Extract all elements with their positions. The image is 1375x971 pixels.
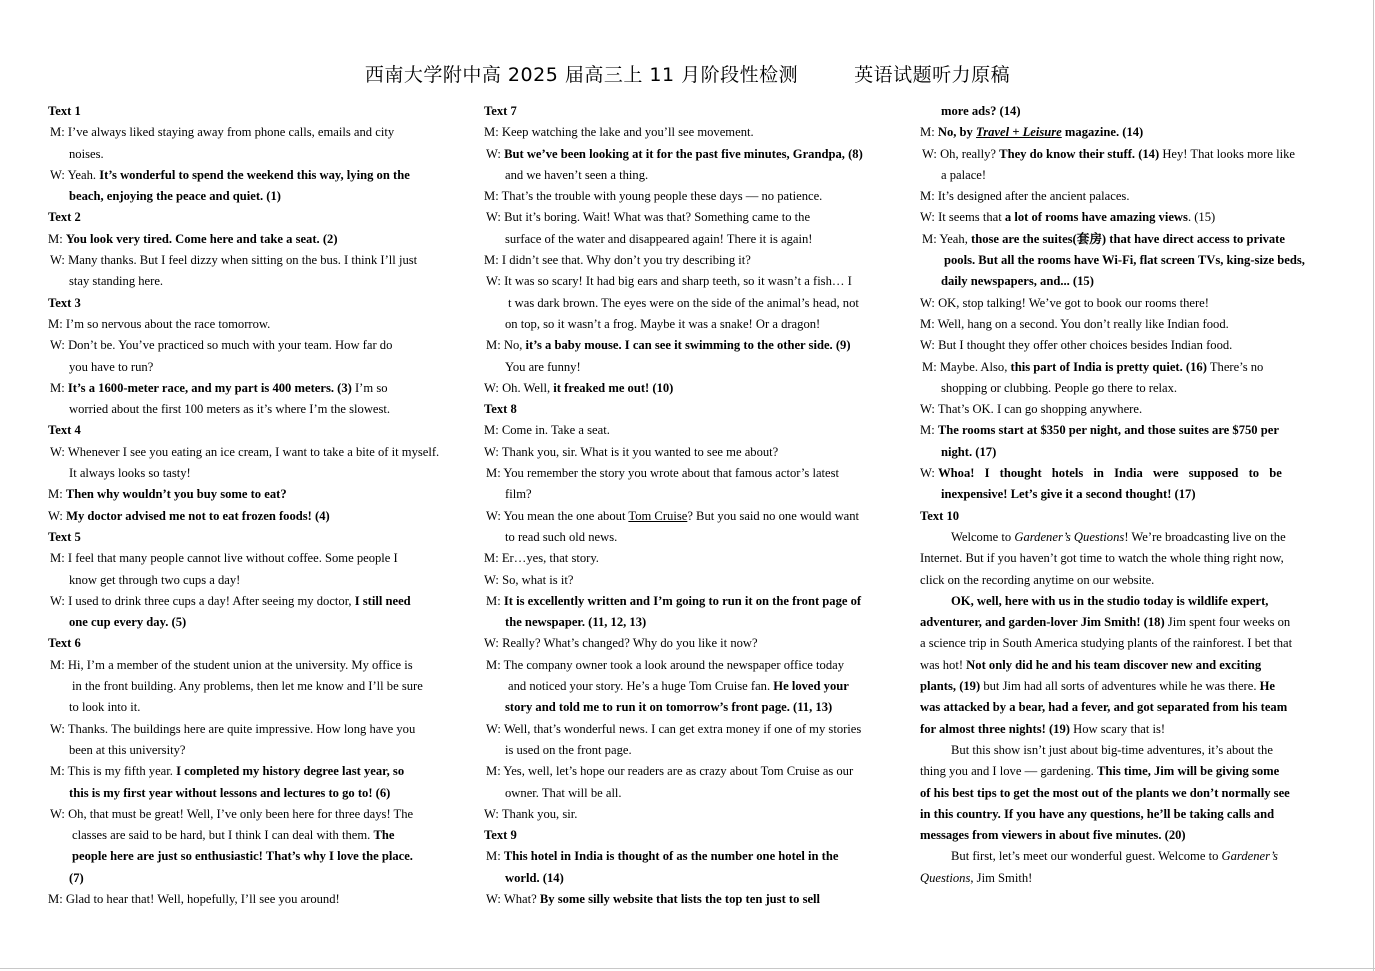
passage-line: Questions, Jim Smith!: [920, 870, 1033, 885]
dialogue-line: W: Thank you, sir.: [484, 806, 578, 821]
title-main: 西南大学附中高 2025 届高三上 11 月阶段性检测: [364, 64, 799, 86]
column-left: [48, 101, 458, 910]
dialogue-line: daily newspapers, and... (15): [941, 274, 1094, 289]
dialogue-line: story and told me to run it on tomorrow’s front page. (11, 13): [505, 700, 833, 715]
dialogue-line: M: That’s the trouble with young people these days — no patience.: [484, 189, 823, 204]
dialogue-line: (7): [69, 870, 84, 885]
dialogue-line: world. (14): [505, 870, 564, 885]
dialogue-line: surface of the water and disappeared again! There it is again!: [505, 231, 813, 246]
dialogue-line: a palace!: [941, 167, 987, 182]
section-heading: Text 2: [48, 210, 81, 225]
dialogue-line: know get through two cups a day!: [69, 572, 241, 587]
dialogue-line: W: Really? What’s changed? Why do you like it now?: [484, 636, 758, 651]
section-heading: Text 10: [920, 508, 960, 523]
page-title: [0, 60, 1375, 87]
dialogue-line: W: Well, that’s wonderful news. I can get extra money if one of my stories: [486, 721, 862, 736]
dialogue-line: M: Then why wouldn’t you buy some to eat?: [48, 487, 287, 502]
dialogue-line: W: Oh, really? They do know their stuff. (14) Hey! That looks more like: [922, 146, 1295, 161]
dialogue-line: M: The rooms start at $350 per night, and those suites are $750 per: [920, 423, 1279, 438]
dialogue-line: film?: [505, 487, 532, 502]
dialogue-line: M: I’m so nervous about the race tomorrow.: [48, 316, 271, 331]
dialogue-line: people here are just so enthusiastic! That’s why I love the place.: [72, 849, 413, 864]
dialogue-line: M: The company owner took a look around the newspaper office today: [486, 657, 845, 672]
dialogue-line: W: What? By some silly website that lists the top ten just to sell: [486, 891, 821, 906]
dialogue-line: on top, so it wasn’t a frog. Maybe it was a snake! Or a dragon!: [505, 316, 821, 331]
dialogue-line: W: My doctor advised me not to eat frozen foods! (4): [48, 508, 330, 523]
page-right-border: [1373, 0, 1374, 971]
dialogue-line: one cup every day. (5): [69, 615, 187, 630]
dialogue-line: classes are said to be hard, but I think I can deal with them. The: [72, 828, 395, 843]
passage-line: Welcome to Gardener’s Questions! We’re broadcasting live on the: [951, 529, 1286, 544]
dialogue-line: M: It’s a 1600-meter race, and my part is 400 meters. (3) I’m so: [50, 380, 388, 395]
section-heading: Text 9: [484, 828, 517, 843]
dialogue-line: W: OK, stop talking! We’ve got to book our rooms there!: [920, 295, 1209, 310]
dialogue-line: stay standing here.: [69, 274, 164, 289]
dialogue-line: in the front building. Any problems, then let me know and I’ll be sure: [72, 679, 423, 694]
dialogue-line: M: No, it’s a baby mouse. I can see it swimming to the other side. (9): [486, 338, 851, 353]
dialogue-line: W: That’s OK. I can go shopping anywhere.: [920, 402, 1143, 417]
section-heading: Text 3: [48, 295, 81, 310]
dialogue-line: M: You look very tired. Come here and take a seat. (2): [48, 231, 338, 246]
dialogue-line: shopping or clubbing. People go there to relax.: [941, 380, 1178, 395]
title-sub: 英语试题听力原稿: [854, 64, 1011, 86]
passage-line: But first, let’s meet our wonderful guest. Welcome to Gardener’s: [951, 849, 1278, 864]
section-heading: Text 4: [48, 423, 81, 438]
dialogue-line: t was dark brown. The eyes were on the side of the animal’s head, not: [508, 295, 859, 310]
passage-line: was attacked by a bear, had a fever, and got separated from his team: [920, 700, 1288, 715]
dialogue-line: M: It’s designed after the ancient palaces.: [920, 189, 1130, 204]
dialogue-line: M: I didn’t see that. Why don’t you try describing it?: [484, 253, 751, 268]
dialogue-line: W: So, what is it?: [484, 572, 574, 587]
dialogue-line: M: Well, hang on a second. You don’t really like Indian food.: [920, 316, 1229, 331]
dialogue-line: W: Yeah. It’s wonderful to spend the weekend this way, lying on the: [50, 167, 410, 182]
page-bottom-border: [0, 968, 1375, 969]
section-heading: Text 6: [48, 636, 81, 651]
dialogue-line: M: This hotel in India is thought of as the number one hotel in the: [486, 849, 839, 864]
dialogue-line: this is my first year without lessons and lectures to go to! (6): [69, 785, 391, 800]
dialogue-line: W: Thanks. The buildings here are quite impressive. How long have you: [50, 721, 416, 736]
passage-line: OK, well, here with us in the studio today is wildlife expert,: [951, 593, 1269, 608]
dialogue-line: M: Yes, well, let’s hope our readers are as crazy about Tom Cruise as our: [486, 764, 854, 779]
dialogue-line: is used on the front page.: [505, 742, 632, 757]
dialogue-line: M: It is excellently written and I’m going to run it on the front page of: [486, 593, 862, 608]
passage-line: was hot! Not only did he and his team discover new and exciting: [920, 657, 1262, 672]
dialogue-line: M: Keep watching the lake and you’ll see movement.: [484, 125, 754, 140]
dialogue-line: W: Oh. Well, it freaked me out! (10): [484, 380, 674, 395]
section-heading: Text 8: [484, 402, 517, 417]
dialogue-line: W: It was so scary! It had big ears and sharp teeth, so it wasn’t a fish… I: [486, 274, 852, 289]
dialogue-line: beach, enjoying the peace and quiet. (1): [69, 189, 281, 204]
dialogue-line: M: Maybe. Also, this part of India is pretty quiet. (16) There’s no: [922, 359, 1264, 374]
dialogue-line: night. (17): [941, 444, 997, 459]
section-heading: Text 1: [48, 104, 81, 118]
dialogue-line: W: Oh, that must be great! Well, I’ve only been here for three days! The: [50, 806, 414, 821]
passage-line: messages from viewers in about five minutes. (20): [920, 828, 1186, 843]
dialogue-line: W: It seems that a lot of rooms have amazing views. (15): [920, 210, 1216, 225]
passage-line: Internet. But if you haven’t got time to watch the whole thing right now,: [920, 551, 1284, 566]
dialogue-line: M: I’ve always liked staying away from phone calls, emails and city: [50, 125, 395, 140]
dialogue-line: you have to run?: [69, 359, 154, 374]
passage-line: thing you and I love — gardening. This time, Jim will be giving some: [920, 764, 1280, 779]
dialogue-line: the newspaper. (11, 12, 13): [505, 615, 647, 630]
section-heading: Text 5: [48, 529, 81, 544]
dialogue-line: W: Don’t be. You’ve practiced so much with your team. How far do: [50, 338, 393, 353]
dialogue-line: inexpensive! Let’s give it a second thought! (17): [941, 487, 1196, 502]
dialogue-line: worried about the first 100 meters as it’s where I’m the slowest.: [69, 402, 391, 417]
dialogue-line: W: But I thought they offer other choices besides Indian food.: [920, 338, 1233, 353]
dialogue-line: W: But it’s boring. Wait! What was that? Something came to the: [486, 210, 811, 225]
dialogue-line: M: I feel that many people cannot live without coffee. Some people I: [50, 551, 398, 566]
dialogue-line: You are funny!: [505, 359, 581, 374]
passage-line: a science trip in South America studying plants of the rainforest. I bet that: [920, 636, 1293, 651]
dialogue-line: W: I used to drink three cups a day! After seeing my doctor, I still need: [50, 593, 411, 608]
dialogue-line: It always looks so tasty!: [69, 466, 191, 481]
dialogue-line: M: No, by Travel + Leisure magazine. (14): [920, 125, 1144, 140]
dialogue-line: noises.: [69, 146, 104, 161]
dialogue-line: and noticed your story. He’s a huge Tom Cruise fan. He loved your: [508, 679, 849, 694]
section-heading: Text 7: [484, 104, 517, 118]
dialogue-line: owner. That will be all.: [505, 785, 622, 800]
column-middle: [484, 101, 894, 910]
dialogue-line: M: Glad to hear that! Well, hopefully, I’ll see you around!: [48, 891, 340, 906]
dialogue-line: M: Hi, I’m a member of the student union at the university. My office is: [50, 657, 413, 672]
dialogue-line: more ads? (14): [941, 104, 1021, 118]
passage-line: plants, (19) but Jim had all sorts of adventures while he was there. He: [920, 679, 1276, 694]
passage-line: But this show isn’t just about big-time adventures, it’s about the: [951, 742, 1273, 757]
dialogue-line: to look into it.: [69, 700, 141, 715]
passage-line: in this country. If you have any questions, he’ll be taking calls and: [920, 806, 1275, 821]
dialogue-line: W: Many thanks. But I feel dizzy when sitting on the bus. I think I’ll just: [50, 253, 418, 268]
passage-line: for almost three nights! (19) How scary that is!: [920, 721, 1166, 736]
dialogue-line: M: Er…yes, that story.: [484, 551, 599, 566]
dialogue-line: M: Come in. Take a seat.: [484, 423, 610, 438]
dialogue-line: W: But we’ve been looking at it for the past five minutes, Grandpa, (8): [486, 146, 863, 161]
dialogue-line: W: You mean the one about Tom Cruise? But you said no one would want: [486, 508, 860, 523]
passage-line: adventurer, and garden-lover Jim Smith! (18) Jim spent four weeks on: [920, 615, 1291, 630]
dialogue-line: and we haven’t seen a thing.: [505, 167, 649, 182]
dialogue-line: been at this university?: [69, 742, 186, 757]
dialogue-line: W: Whenever I see you eating an ice cream, I want to take a bite of it myself.: [50, 444, 440, 459]
dialogue-line: to read such old news.: [505, 529, 618, 544]
passage-line: click on the recording anytime on our website.: [920, 572, 1155, 587]
dialogue-line: W: Whoa! I thought hotels in India were supposed to be: [920, 466, 1282, 481]
dialogue-line: M: You remember the story you wrote about that famous actor’s latest: [486, 466, 840, 481]
dialogue-line: W: Thank you, sir. What is it you wanted to see me about?: [484, 444, 779, 459]
dialogue-line: M: This is my fifth year. I completed my history degree last year, so: [50, 764, 405, 779]
dialogue-line: pools. But all the rooms have Wi-Fi, flat screen TVs, king-size beds,: [944, 253, 1305, 268]
column-right: [920, 101, 1330, 889]
dialogue-line: M: Yeah, those are the suites(套房) that have direct access to private: [922, 231, 1285, 246]
passage-line: of his best tips to get the most out of the plants we don’t normally see: [920, 785, 1290, 800]
